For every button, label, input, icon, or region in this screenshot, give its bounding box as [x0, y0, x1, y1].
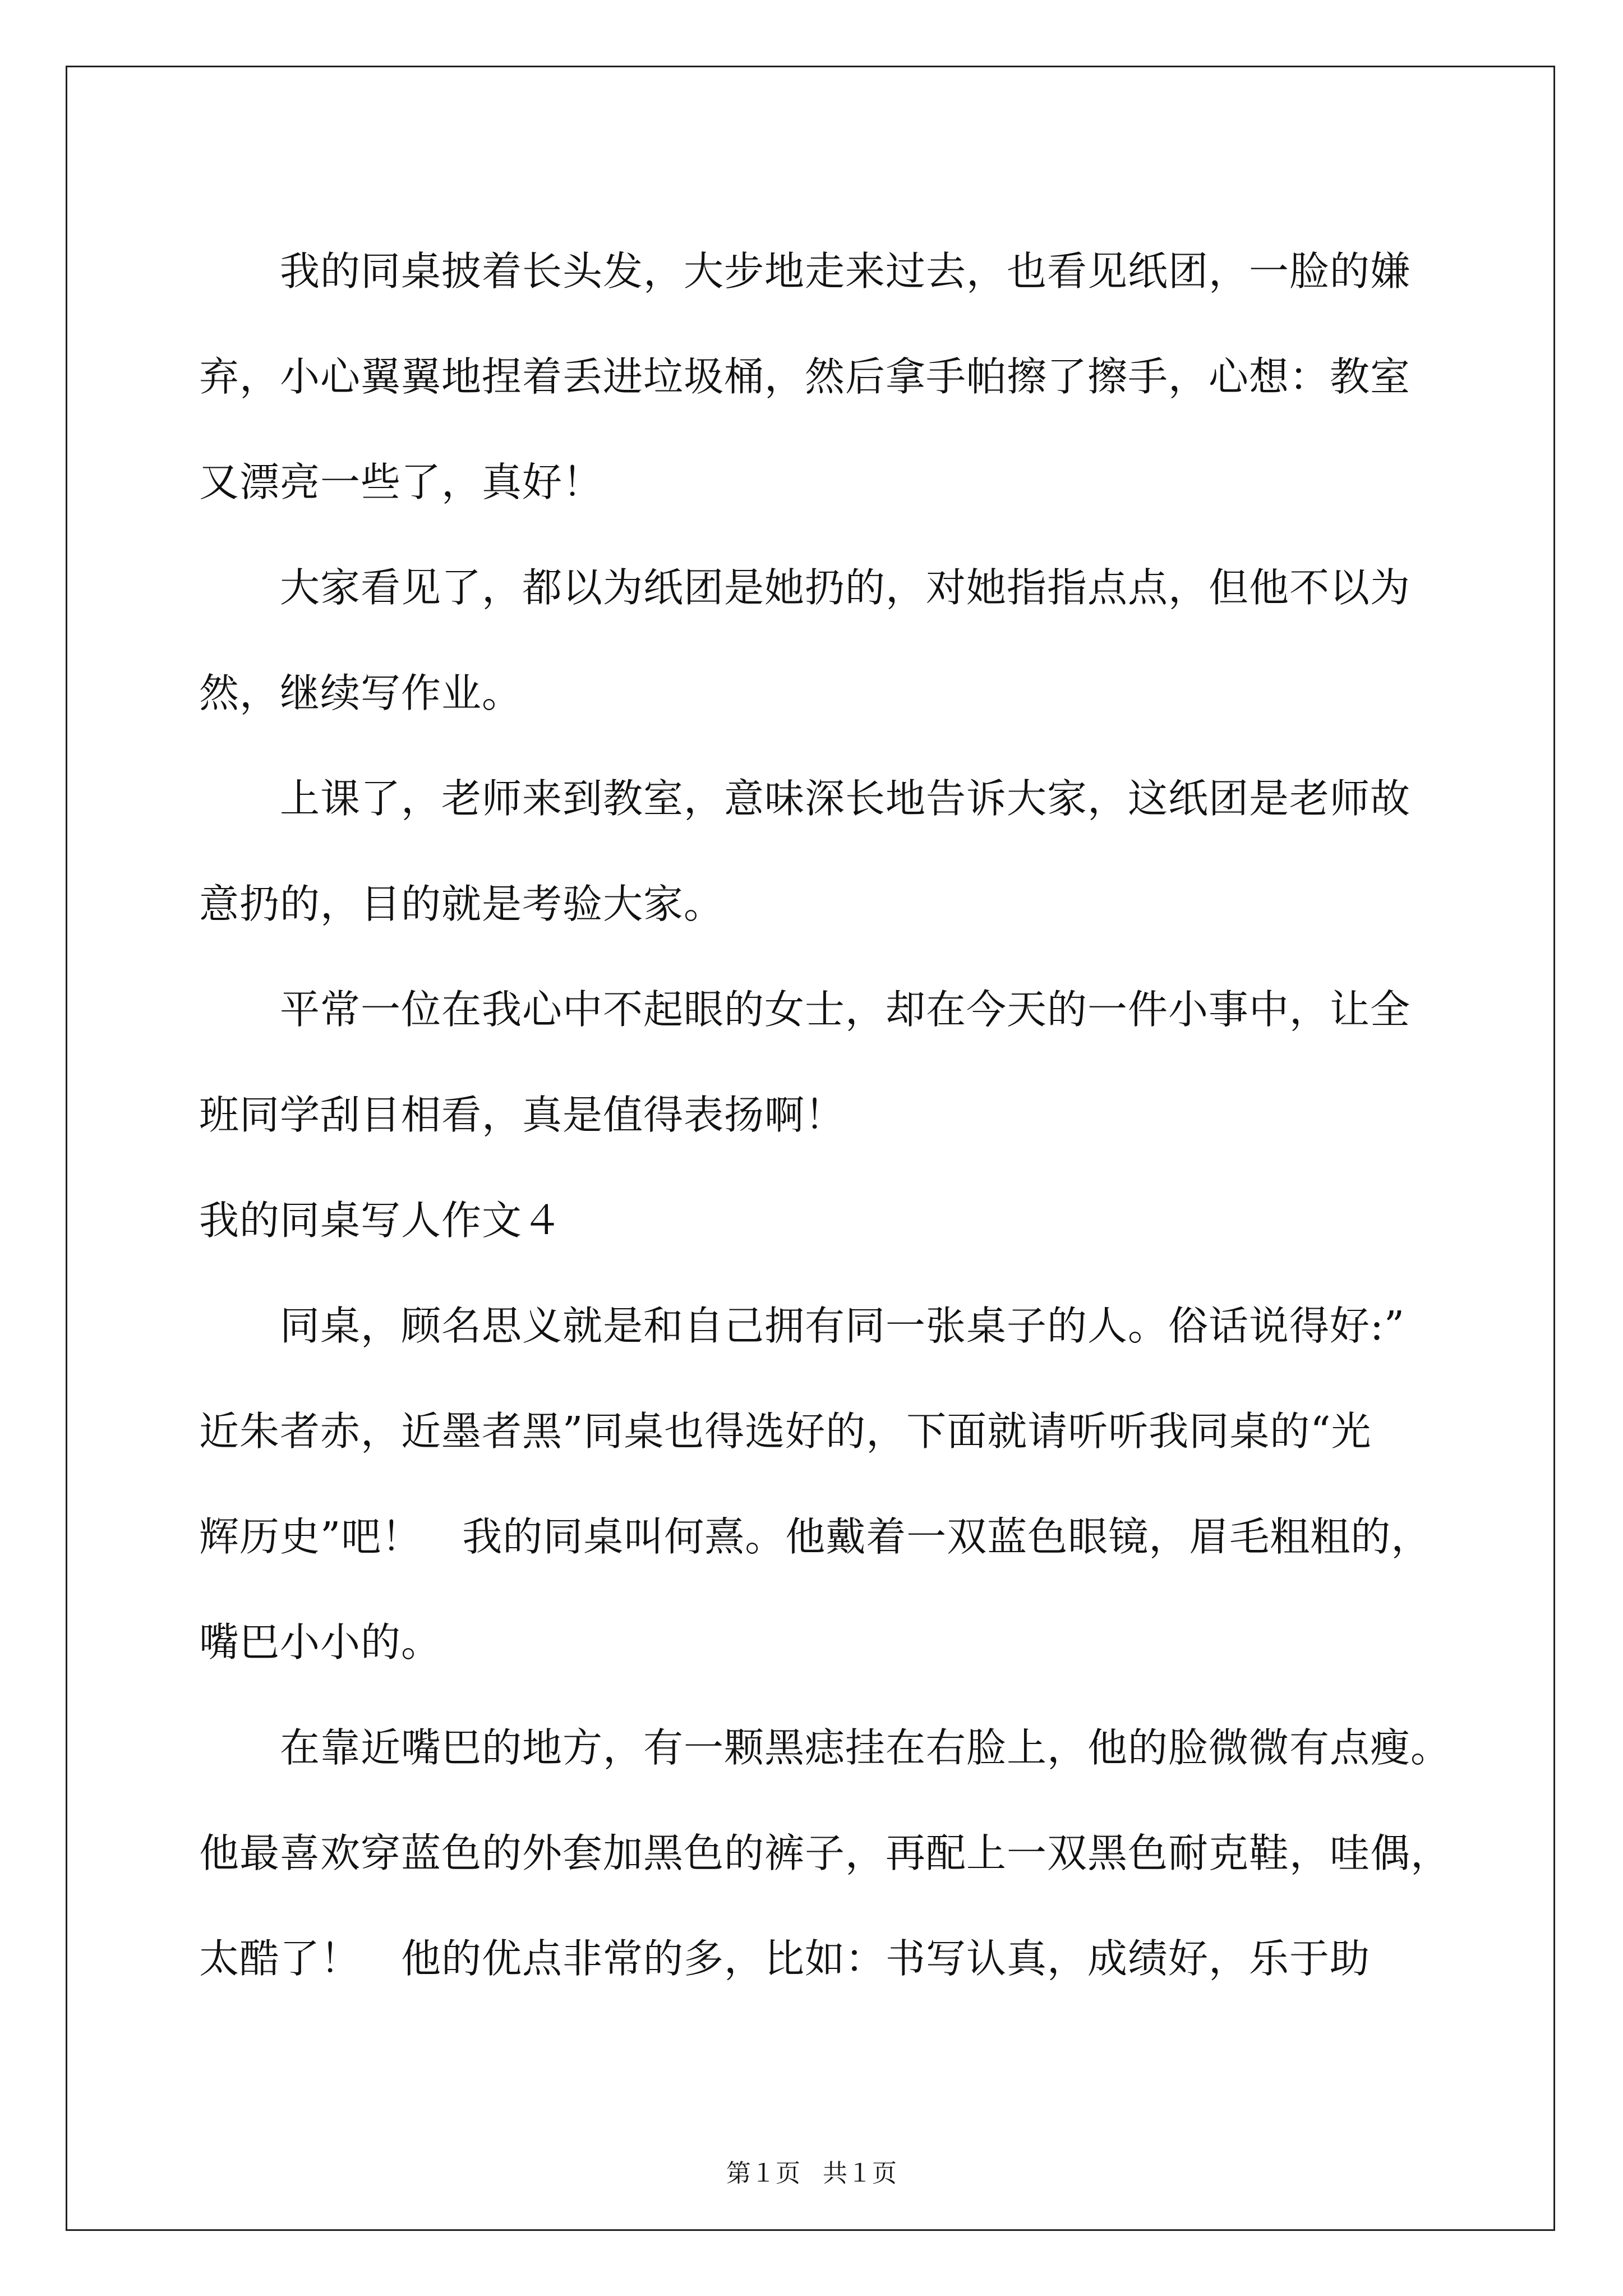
page-number: 第１页	[726, 2159, 800, 2188]
paragraph-line: 又漂亮一些了，真好！	[199, 459, 603, 505]
document-body	[199, 219, 1451, 2012]
paragraph-line: 嘴巴小小的。	[199, 1619, 442, 1665]
paragraph-line: 太酷了！ 他的优点非常的多，比如：书写认真，成绩好，乐于助	[199, 1935, 1371, 1982]
paragraph-line: 意扔的，目的就是考验大家。	[199, 881, 725, 927]
paragraph-line: 班同学刮目相看，真是值得表扬啊！	[199, 1092, 846, 1138]
section-heading: 我的同桌写人作文４	[199, 1197, 563, 1244]
paragraph-line: 他最喜欢穿蓝色的外套加黑色的裤子，再配上一双黑色耐克鞋，哇偶，	[199, 1830, 1451, 1876]
paragraph-line: 大家看见了，都以为纸团是她扔的，对她指指点点，但他不以为	[280, 564, 1411, 611]
paragraph-line: 平常一位在我心中不起眼的女士，却在今天的一件小事中，让全	[280, 986, 1411, 1033]
page-total: 共１页	[823, 2159, 897, 2188]
paragraph-line: 上课了，老师来到教室，意味深长地告诉大家，这纸团是老师故	[280, 775, 1411, 822]
paragraph-line: 同桌，顾名思义就是和自己拥有同一张桌子的人。俗话说得好:”	[280, 1303, 1405, 1349]
paragraph-line: 近朱者赤，近墨者黑”同桌也得选好的，下面就请听听我同桌的“光	[199, 1408, 1372, 1455]
paragraph-line: 辉历史”吧！ 我的同桌叫何熹。他戴着一双蓝色眼镜，眉毛粗粗的，	[199, 1513, 1432, 1560]
paragraph-line: 弃，小心翼翼地捏着丢进垃圾桶，然后拿手帕擦了擦手，心想：教室	[199, 353, 1411, 400]
page-footer	[0, 2157, 1623, 2191]
paragraph-line: 然，继续写作业。	[199, 670, 523, 716]
paragraph-line: 我的同桌披着长头发，大步地走来过去，也看见纸团，一脸的嫌	[280, 248, 1411, 295]
paragraph-line: 在靠近嘴巴的地方，有一颗黑痣挂在右脸上，他的脸微微有点瘦。	[280, 1724, 1451, 1771]
